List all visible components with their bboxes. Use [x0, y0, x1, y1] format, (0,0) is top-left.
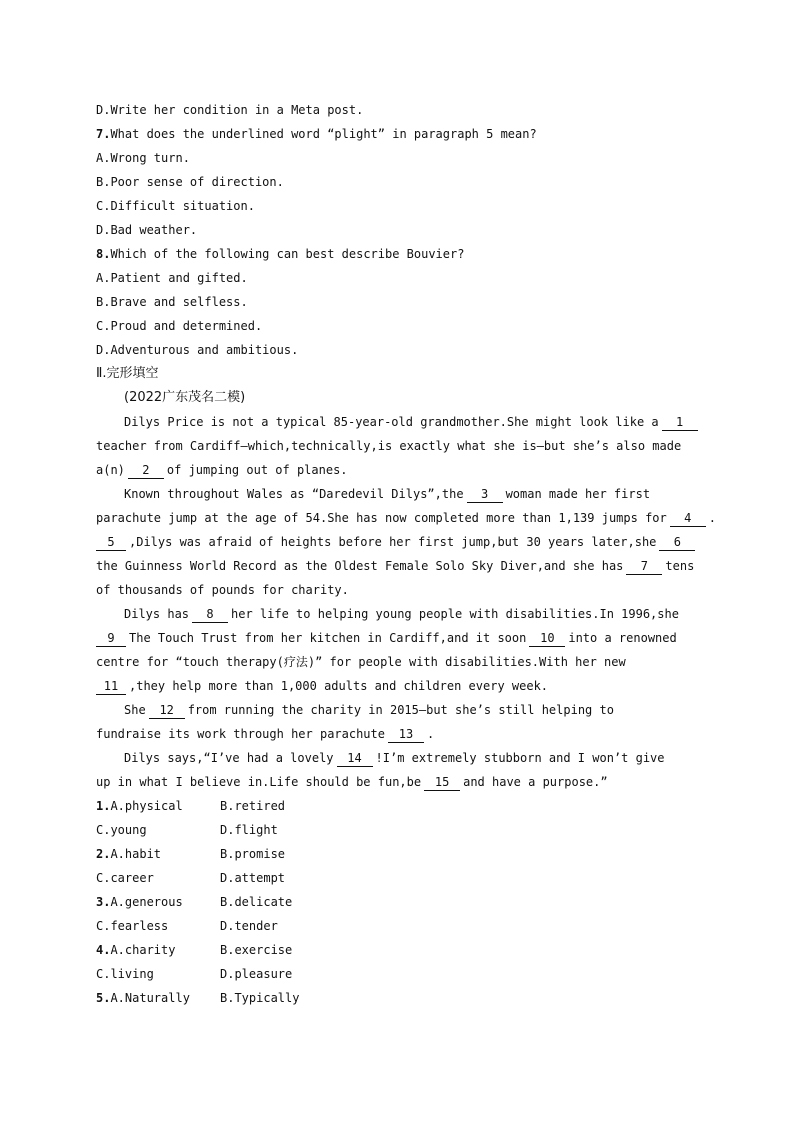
q8-option-b: B.Brave and selfless. — [96, 295, 248, 309]
blank-8: 8 — [192, 607, 228, 623]
passage-text: Known throughout Wales as “Daredevil Dilys”,the — [124, 487, 464, 501]
passage-text: fundraise its work through her parachute — [96, 727, 385, 741]
q7-stem — [96, 122, 706, 146]
passage-line — [96, 530, 706, 554]
answer-choices — [96, 794, 706, 1010]
passage-line — [96, 722, 706, 746]
passage-line — [96, 698, 706, 722]
passage-text: and have a purpose.” — [463, 775, 608, 789]
passage-text: the Guinness World Record as the Oldest Female Solo Sky Diver,and she has — [96, 559, 624, 573]
passage-line — [96, 626, 706, 650]
choice-text: A.Naturally — [110, 991, 190, 1005]
blank-13: 13 — [388, 727, 424, 743]
choice-c: C.young — [96, 823, 147, 837]
section-source: (2022广东茂名二模) — [124, 390, 246, 405]
q7-text: What does the underlined word “plight” in paragraph 5 mean? — [110, 127, 537, 141]
passage-text: up in what I believe in.Life should be fun,be — [96, 775, 422, 789]
passage-text: Dilys has — [124, 607, 190, 621]
blank-5: 5 — [96, 535, 126, 551]
blank-12: 12 — [149, 703, 185, 719]
passage-line: teacher from Cardiff—which,technically,is exactly what she is—but she’s also made — [96, 439, 682, 453]
q8-option-a: A.Patient and gifted. — [96, 271, 248, 285]
blank-6: 6 — [659, 535, 695, 551]
blank-2: 2 — [128, 463, 164, 479]
q8-option-d: D.Adventurous and ambitious. — [96, 343, 299, 357]
passage-text: from running the charity in 2015—but she’s still helping to — [187, 703, 614, 717]
choice-row — [96, 986, 706, 1010]
passage-line — [96, 458, 706, 482]
passage-text: woman made her first — [505, 487, 651, 501]
passage-line — [96, 482, 706, 506]
passage-line — [96, 770, 706, 794]
passage-text: tens — [665, 559, 695, 573]
choice-row — [96, 794, 706, 818]
q8-stem — [96, 242, 706, 266]
q8-number: 8. — [96, 247, 111, 261]
blank-7: 7 — [626, 559, 662, 575]
choice-number: 4. — [96, 943, 111, 957]
q7-option-c: C.Difficult situation. — [96, 199, 255, 213]
passage-text: The Touch Trust from her kitchen in Cardiff,and it soon — [129, 631, 527, 645]
passage-text: her life to helping young people with disabilities.In 1996,she — [231, 607, 679, 621]
choice-row — [96, 842, 706, 866]
passage-text: She — [124, 703, 146, 717]
passage-text: parachute jump at the age of 54.She has now completed more than 1,139 jumps for — [96, 511, 667, 525]
blank-14: 14 — [337, 751, 373, 767]
choice-text: A.physical — [110, 799, 183, 813]
blank-10: 10 — [529, 631, 565, 647]
choice-row — [96, 818, 706, 842]
blank-1: 1 — [662, 415, 698, 431]
choice-b: B.exercise — [220, 943, 293, 957]
passage-text: of jumping out of planes. — [166, 463, 348, 477]
passage-line — [96, 674, 706, 698]
choice-text: A.habit — [110, 847, 162, 861]
passage-text: into a renowned — [568, 631, 677, 645]
q7-number: 7. — [96, 127, 111, 141]
passage-line: centre for “touch therapy(疗法)” for people with disabilities.With her new — [96, 655, 626, 669]
choice-b: B.promise — [220, 847, 286, 861]
choice-row — [96, 962, 706, 986]
choice-c: C.living — [96, 967, 154, 981]
blank-4: 4 — [670, 511, 706, 527]
choice-c: C.fearless — [96, 919, 169, 933]
q7-option-b: B.Poor sense of direction. — [96, 175, 284, 189]
choice-d: D.tender — [220, 919, 278, 933]
q8-option-c: C.Proud and determined. — [96, 319, 263, 333]
passage-text: . — [426, 727, 435, 741]
choice-row — [96, 866, 706, 890]
choice-a — [96, 890, 220, 914]
blank-9: 9 — [96, 631, 126, 647]
passage-text: a(n) — [96, 463, 125, 477]
choice-number: 1. — [96, 799, 111, 813]
q7-option-a: A.Wrong turn. — [96, 151, 190, 165]
choice-a — [96, 986, 220, 1010]
choice-row — [96, 914, 706, 938]
passage-text: Dilys says,“I’ve had a lovely — [124, 751, 334, 765]
choice-a — [96, 794, 220, 818]
choice-text: A.generous — [110, 895, 183, 909]
cloze-passage — [96, 410, 716, 794]
passage-line — [96, 506, 716, 530]
passage-text: . — [708, 511, 716, 525]
passage-text: ,they help more than 1,000 adults and children every week. — [129, 679, 549, 693]
passage-text: Dilys Price is not a typical 85-year-old grandmother.She might look like a — [124, 415, 659, 429]
passage-line — [96, 554, 706, 578]
q8-text: Which of the following can best describe Bouvier? — [110, 247, 465, 261]
passage-line — [96, 602, 706, 626]
passage-line — [96, 410, 706, 434]
choice-d: D.pleasure — [220, 967, 293, 981]
choice-a — [96, 938, 220, 962]
choice-d: D.attempt — [220, 871, 286, 885]
passage-line — [96, 746, 706, 770]
choice-text: A.charity — [110, 943, 176, 957]
blank-15: 15 — [424, 775, 460, 791]
choice-b: B.retired — [220, 799, 286, 813]
choice-b: B.Typically — [220, 991, 300, 1005]
section-title: Ⅱ.完形填空 — [96, 366, 159, 381]
choice-d: D.flight — [220, 823, 278, 837]
choice-number: 2. — [96, 847, 111, 861]
passage-line: of thousands of pounds for charity. — [96, 583, 349, 597]
choice-number: 3. — [96, 895, 111, 909]
q7-option-d: D.Bad weather. — [96, 223, 198, 237]
q6-option-d: D.Write her condition in a Meta post. — [96, 103, 364, 117]
choice-b: B.delicate — [220, 895, 293, 909]
choice-a — [96, 842, 220, 866]
choice-row — [96, 890, 706, 914]
worksheet-page — [96, 98, 716, 1010]
passage-text: ,Dilys was afraid of heights before her first jump,but 30 years later,she — [129, 535, 657, 549]
choice-number: 5. — [96, 991, 111, 1005]
choice-row — [96, 938, 706, 962]
blank-3: 3 — [467, 487, 503, 503]
blank-11: 11 — [96, 679, 126, 695]
choice-c: C.career — [96, 871, 154, 885]
passage-text: !I’m extremely stubborn and I won’t give — [375, 751, 665, 765]
